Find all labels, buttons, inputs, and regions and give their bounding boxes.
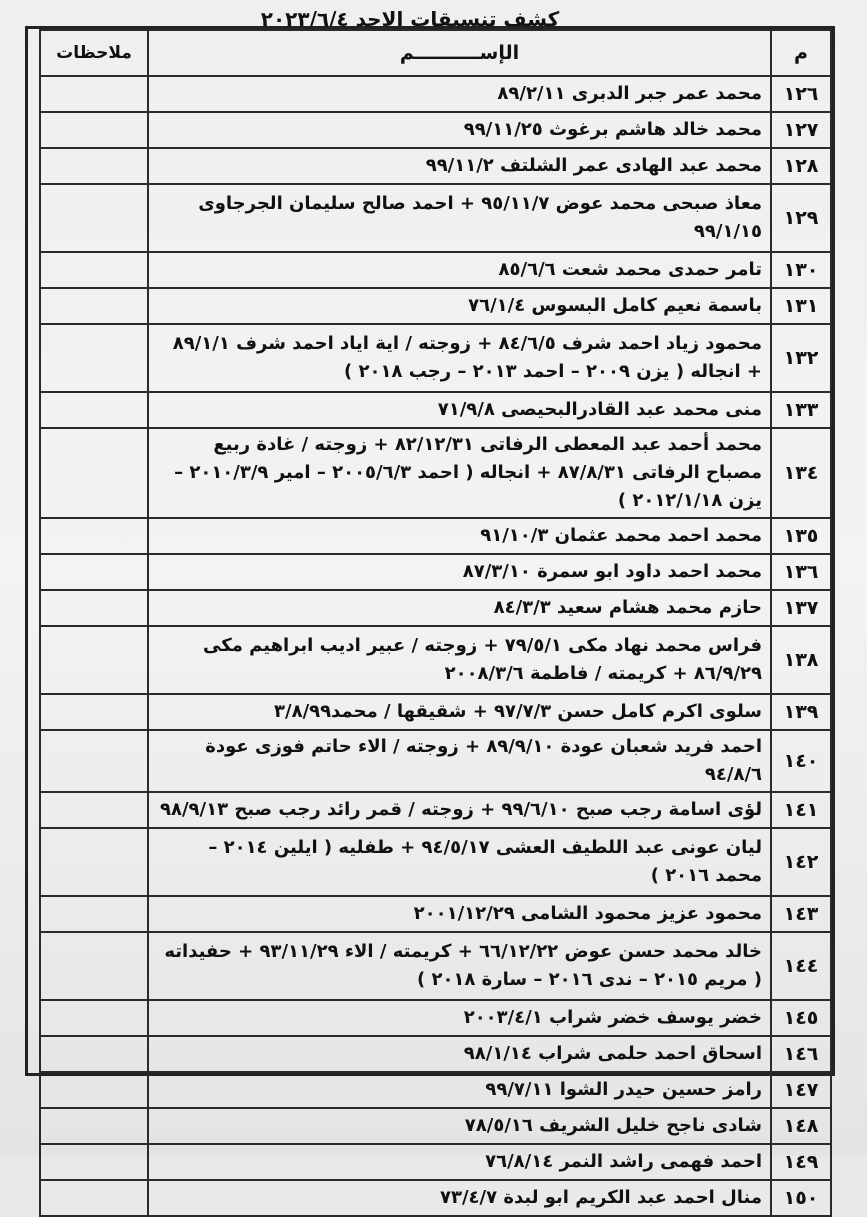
- table-row: [40, 148, 831, 184]
- table-row: [40, 792, 831, 828]
- row-number: ١٤٢: [771, 828, 831, 896]
- row-name: منال احمد عبد الكريم ابو لبدة ٧٣/٤/٧: [148, 1180, 771, 1216]
- header-notes: ملاحظات: [40, 30, 148, 76]
- table-row: [40, 252, 831, 288]
- row-number: ١٣٥: [771, 518, 831, 554]
- table-row: [40, 1144, 831, 1180]
- row-name: محمود عزيز محمود الشامى ٢٠٠١/١٢/٢٩: [148, 896, 771, 932]
- row-notes: [40, 76, 148, 112]
- row-notes: [40, 626, 148, 694]
- table-row: [40, 1072, 831, 1108]
- table-header-row: [40, 30, 831, 76]
- table-frame: [25, 26, 835, 1209]
- row-number: ١٣٤: [771, 428, 831, 518]
- row-number: ١٤٣: [771, 896, 831, 932]
- table-row: [40, 112, 831, 148]
- row-name: رامز حسين حيدر الشوا ٩٩/٧/١١: [148, 1072, 771, 1108]
- row-name: محمد عبد الهادى عمر الشلتف ٩٩/١١/٢: [148, 148, 771, 184]
- row-name: معاذ صبحى محمد عوض ٩٥/١١/٧ + احمد صالح سليمان الجرجاوى ٩٩/١/١٥: [148, 184, 771, 252]
- row-notes: [40, 792, 148, 828]
- row-number: ١٣٦: [771, 554, 831, 590]
- row-name: محمد احمد محمد عثمان ٩١/١٠/٣: [148, 518, 771, 554]
- row-notes: [40, 148, 148, 184]
- table-row: [40, 324, 831, 392]
- row-notes: [40, 1144, 148, 1180]
- row-notes: [40, 590, 148, 626]
- row-number: ١٤٤: [771, 932, 831, 1000]
- table-row: [40, 828, 831, 896]
- row-number: ١٤٠: [771, 730, 831, 792]
- row-notes: [40, 1108, 148, 1144]
- row-notes: [40, 252, 148, 288]
- table-row: [40, 392, 831, 428]
- row-number: ١٣٩: [771, 694, 831, 730]
- row-number: ١٤١: [771, 792, 831, 828]
- row-notes: [40, 932, 148, 1000]
- row-notes: [40, 554, 148, 590]
- row-name: خالد محمد حسن عوض ٦٦/١٢/٢٢ + كريمته / الاء ٩٣/١١/٢٩ + حفيداته ( مريم ٢٠١٥ – ندى ٢٠١٦ – سارة ٢٠١٨ ): [148, 932, 771, 1000]
- row-name: باسمة نعيم كامل البسوس ٧٦/١/٤: [148, 288, 771, 324]
- row-number: ١٢٨: [771, 148, 831, 184]
- header-name: الإســــــــــم: [148, 30, 771, 76]
- row-number: ١٢٩: [771, 184, 831, 252]
- row-name: سلوى اكرم كامل حسن ٩٧/٧/٣ + شقيقها / محمد٣/٨/٩٩: [148, 694, 771, 730]
- table-row: [40, 694, 831, 730]
- names-table: [39, 29, 832, 1217]
- row-notes: [40, 184, 148, 252]
- row-number: ١٤٥: [771, 1000, 831, 1036]
- row-name: حازم محمد هشام سعيد ٨٤/٣/٣: [148, 590, 771, 626]
- row-number: ١٣١: [771, 288, 831, 324]
- row-notes: [40, 896, 148, 932]
- row-number: ١٣٨: [771, 626, 831, 694]
- row-number: ١٤٨: [771, 1108, 831, 1144]
- header-number: م: [771, 30, 831, 76]
- table-row: [40, 932, 831, 1000]
- row-notes: [40, 828, 148, 896]
- table-row: [40, 76, 831, 112]
- row-name: احمد فريد شعبان عودة ٨٩/٩/١٠ + زوجته / الاء حاتم فوزى عودة ٩٤/٨/٦: [148, 730, 771, 792]
- row-number: ١٣٧: [771, 590, 831, 626]
- row-number: ١٣٣: [771, 392, 831, 428]
- row-notes: [40, 1180, 148, 1216]
- table-row: [40, 1000, 831, 1036]
- table-row: [40, 288, 831, 324]
- row-notes: [40, 730, 148, 792]
- table-row: [40, 1180, 831, 1216]
- row-number: ١٣٢: [771, 324, 831, 392]
- row-name: احمد فهمى راشد النمر ٧٦/٨/١٤: [148, 1144, 771, 1180]
- row-notes: [40, 1000, 148, 1036]
- row-number: ١٤٦: [771, 1036, 831, 1072]
- row-notes: [40, 288, 148, 324]
- table-row: [40, 184, 831, 252]
- row-name: محمد احمد داود ابو سمرة ٨٧/٣/١٠: [148, 554, 771, 590]
- table-row: [40, 518, 831, 554]
- table-row: [40, 896, 831, 932]
- table-row: [40, 626, 831, 694]
- row-notes: [40, 1036, 148, 1072]
- row-name: اسحاق احمد حلمى شراب ٩٨/١/١٤: [148, 1036, 771, 1072]
- row-notes: [40, 428, 148, 518]
- row-notes: [40, 518, 148, 554]
- row-number: ١٢٧: [771, 112, 831, 148]
- row-number: ١٣٠: [771, 252, 831, 288]
- row-name: فراس محمد نهاد مكى ٧٩/٥/١ + زوجته / عبير اديب ابراهيم مكى ٨٦/٩/٢٩ + كريمته / فاطمة ٢٠٠٨/٣/٦: [148, 626, 771, 694]
- row-name: تامر حمدى محمد شعت ٨٥/٦/٦: [148, 252, 771, 288]
- row-name: شادى ناجح خليل الشريف ٧٨/٥/١٦: [148, 1108, 771, 1144]
- row-name: لؤى اسامة رجب صبح ٩٩/٦/١٠ + زوجته / قمر رائد رجب صبح ٩٨/٩/١٣: [148, 792, 771, 828]
- row-name: خضر يوسف خضر شراب ٢٠٠٣/٤/١: [148, 1000, 771, 1036]
- row-number: ١٤٧: [771, 1072, 831, 1108]
- table-row: [40, 1036, 831, 1072]
- table-row: [40, 428, 831, 518]
- row-number: ١٥٠: [771, 1180, 831, 1216]
- row-notes: [40, 112, 148, 148]
- row-name: محمود زياد احمد شرف ٨٤/٦/٥ + زوجته / اية اياد احمد شرف ٨٩/١/١ + انجاله ( يزن ٢٠٠٩ – احمد ٢٠١٣ – رجب ٢٠١٨ ): [148, 324, 771, 392]
- table-row: [40, 590, 831, 626]
- row-number: ١٤٩: [771, 1144, 831, 1180]
- row-name: محمد خالد هاشم برغوث ٩٩/١١/٢٥: [148, 112, 771, 148]
- row-name: منى محمد عبد القادرالبحيصى ٧١/٩/٨: [148, 392, 771, 428]
- table-row: [40, 1108, 831, 1144]
- row-notes: [40, 694, 148, 730]
- table-row: [40, 554, 831, 590]
- row-name: محمد عمر جبر الدبرى ٨٩/٢/١١: [148, 76, 771, 112]
- row-notes: [40, 1072, 148, 1108]
- row-number: ١٢٦: [771, 76, 831, 112]
- row-name: ليان عونى عبد اللطيف العشى ٩٤/٥/١٧ + طفليه ( ايلين ٢٠١٤ – محمد ٢٠١٦ ): [148, 828, 771, 896]
- document-title: كشف تنسيقات الاحد ٢٠٢٣/٦/٤: [260, 7, 560, 31]
- table-row: [40, 730, 831, 792]
- row-name: محمد أحمد عبد المعطى الرفاتى ٨٢/١٢/٣١ + زوجته / غادة ربيع مصباح الرفاتى ٨٧/٨/٣١ + انجاله ( احمد ٢٠٠٥/٦/٣ – امير ٢٠١٠/٣/٩ – يزن ٢٠١٢/١/١٨ ): [148, 428, 771, 518]
- row-notes: [40, 324, 148, 392]
- row-notes: [40, 392, 148, 428]
